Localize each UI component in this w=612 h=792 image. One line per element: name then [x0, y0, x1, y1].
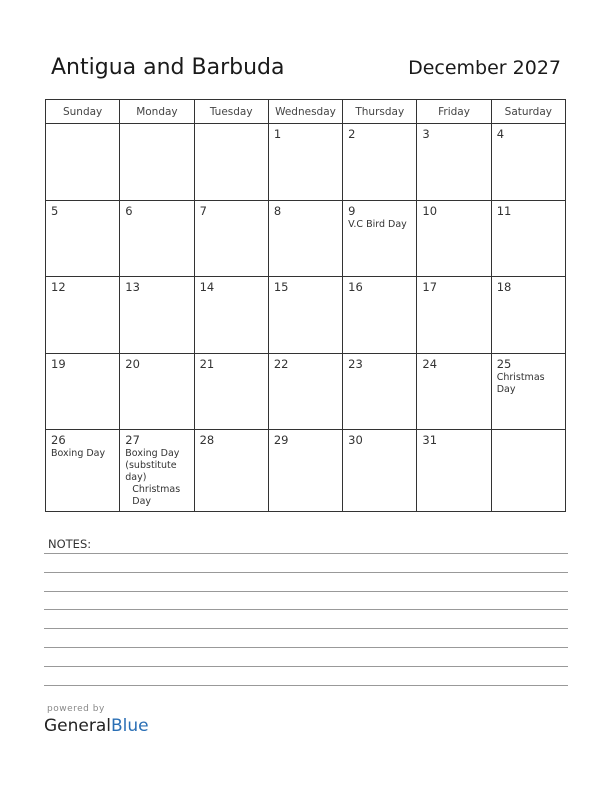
day-cell [120, 430, 194, 512]
week-row [46, 430, 566, 512]
day-cell [491, 200, 565, 277]
day-cell [343, 200, 417, 277]
day-number: 21 [199, 356, 215, 371]
day-number: 8 [273, 203, 282, 218]
day-number: 7 [199, 203, 207, 218]
day-cell [120, 124, 194, 201]
day-number: 6 [125, 203, 133, 218]
day-number: 27 [125, 433, 140, 448]
day-number: 2 [348, 127, 356, 141]
day-number: 3 [422, 127, 430, 141]
day-number: 13 [125, 280, 140, 295]
weekday-saturday: Saturday [491, 100, 565, 124]
day-cell [46, 430, 120, 512]
day-cell [268, 353, 342, 430]
day-number: 14 [199, 280, 215, 295]
day-number: 12 [51, 280, 66, 295]
day-cell [417, 277, 491, 354]
calendar-grid [45, 99, 566, 512]
day-number: 5 [51, 203, 59, 218]
powered-by-label: powered by [47, 704, 105, 714]
weekday-friday: Friday [417, 100, 491, 124]
day-cell [491, 353, 565, 430]
day-number: 1 [273, 127, 282, 141]
day-number: 22 [273, 356, 289, 371]
week-row [46, 124, 566, 201]
notes-label: NOTES: [48, 537, 92, 551]
day-number: 10 [422, 203, 438, 218]
weekday-tuesday: Tuesday [194, 100, 268, 124]
day-number: 9 [348, 203, 356, 218]
notes-line [44, 609, 568, 610]
week-row [46, 277, 566, 354]
day-number: 25 [496, 356, 512, 371]
day-cell [194, 430, 268, 512]
notes-line [44, 647, 568, 648]
weekday-thursday: Thursday [343, 100, 417, 124]
day-number: 20 [125, 356, 140, 371]
day-number: 16 [348, 280, 363, 295]
holiday-label: Boxing Day (substitute day) [125, 448, 180, 484]
day-cell [46, 353, 120, 430]
day-number: 26 [51, 433, 66, 448]
notes-line [44, 685, 568, 686]
day-cell [417, 430, 491, 512]
day-number: 18 [496, 280, 512, 295]
day-number: 28 [199, 433, 215, 448]
holiday-label: Christmas Day [132, 484, 181, 508]
weekday-sunday: Sunday [46, 100, 120, 124]
day-cell [417, 353, 491, 430]
weekday-monday: Monday [120, 100, 194, 124]
holiday-label: V.C Bird Day [348, 218, 407, 230]
day-cell [491, 124, 565, 201]
day-cell [268, 430, 342, 512]
day-cell [417, 200, 491, 277]
day-cell [46, 277, 120, 354]
notes-line [44, 591, 568, 592]
brand-logo [44, 716, 149, 736]
weekday-header-row [46, 100, 566, 124]
day-cell [46, 124, 120, 201]
day-cell [120, 200, 194, 277]
day-number: 24 [422, 356, 438, 371]
day-cell [194, 277, 268, 354]
notes-line [44, 553, 568, 554]
day-cell [491, 277, 565, 354]
brand-blue: Blue [111, 716, 149, 736]
page-title: Antigua and Barbuda [51, 55, 285, 80]
notes-line [44, 628, 568, 629]
day-cell [417, 124, 491, 201]
day-number: 15 [273, 280, 289, 295]
day-cell [268, 124, 342, 201]
notes-line [44, 572, 568, 573]
day-cell [343, 277, 417, 354]
week-row [46, 353, 566, 430]
weekday-wednesday: Wednesday [268, 100, 342, 124]
day-cell [46, 200, 120, 277]
holiday-label: Christmas Day [496, 371, 545, 395]
day-number: 29 [273, 433, 289, 448]
day-cell [343, 124, 417, 201]
day-number: 11 [496, 203, 512, 218]
day-number: 17 [422, 280, 438, 295]
day-cell [268, 200, 342, 277]
day-cell [120, 353, 194, 430]
day-number: 23 [348, 356, 363, 371]
month-label: December 2027 [408, 57, 561, 79]
day-cell [343, 353, 417, 430]
day-cell [268, 277, 342, 354]
day-cell [343, 430, 417, 512]
day-cell [120, 277, 194, 354]
day-cell [194, 353, 268, 430]
day-cell [194, 200, 268, 277]
day-number: 4 [496, 127, 505, 141]
day-number: 31 [422, 433, 438, 448]
day-cell [491, 430, 565, 512]
notes-line [44, 666, 568, 667]
day-cell [194, 124, 268, 201]
day-number: 19 [51, 356, 66, 371]
day-number: 30 [348, 433, 363, 448]
brand-general: General [44, 716, 111, 736]
week-row [46, 200, 566, 277]
holiday-label: Boxing Day [51, 448, 106, 460]
